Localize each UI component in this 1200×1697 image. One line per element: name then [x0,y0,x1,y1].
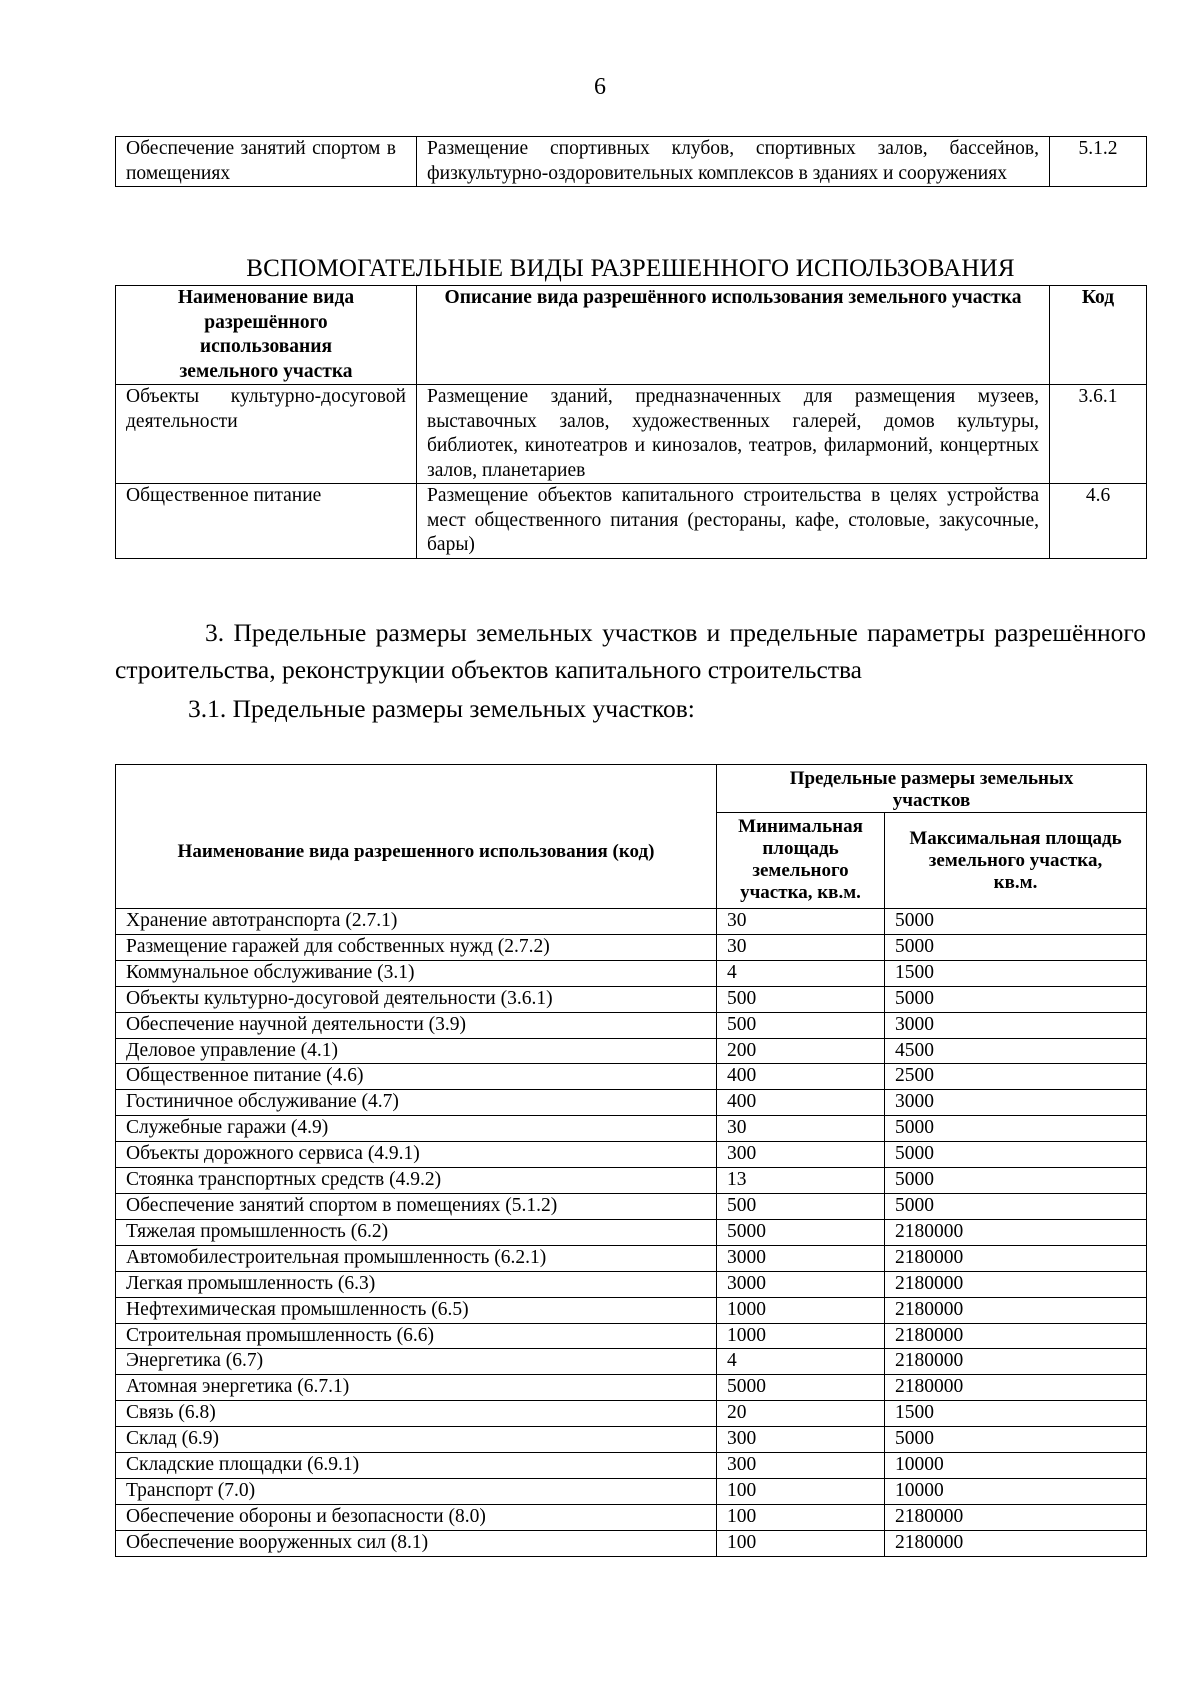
header-name: Наименование вида разрешённого использования земельного участка [116,286,417,385]
limits-table-body [116,909,1147,1557]
min-area-cell: 400 [717,1090,885,1116]
use-name-cell: Гостиничное обслуживание (4.7) [116,1090,717,1116]
max-area-cell: 2180000 [885,1219,1147,1245]
table-row [116,1453,1147,1479]
max-area-cell: 2180000 [885,1349,1147,1375]
header-use-name: Наименование вида разрешенного использования (код) [116,765,717,909]
table-row [116,1323,1147,1349]
max-area-cell: 1500 [885,960,1147,986]
table-row [116,960,1147,986]
header-min-area: Минимальная площадь земельного участка, кв.м. [717,813,885,909]
use-name-cell: Транспорт (7.0) [116,1478,717,1504]
min-area-cell: 500 [717,986,885,1012]
table-row [116,1168,1147,1194]
max-area-cell: 2500 [885,1064,1147,1090]
use-code-cell: 3.6.1 [1050,385,1147,484]
table-row [116,1090,1147,1116]
use-name-cell [116,137,417,187]
use-name-cell: Общественное питание [116,484,417,559]
use-name-cell: Объекты культурно-досуговой деятельности [116,385,417,484]
table-row [116,986,1147,1012]
table-row [116,1012,1147,1038]
table-row [116,1064,1147,1090]
use-name-cell: Объекты дорожного сервиса (4.9.1) [116,1142,717,1168]
land-plot-limits-table [115,764,1147,1557]
max-area-cell: 2180000 [885,1297,1147,1323]
max-area-cell: 2180000 [885,1245,1147,1271]
min-area-cell: 500 [717,1193,885,1219]
table-header-row [116,286,1147,385]
header-code: Код [1050,286,1147,385]
table-row [116,1401,1147,1427]
use-name-cell: Строительная промышленность (6.6) [116,1323,717,1349]
min-area-cell: 100 [717,1478,885,1504]
table-header-row [116,765,1147,813]
use-name-cell: Легкая промышленность (6.3) [116,1271,717,1297]
max-area-cell: 5000 [885,986,1147,1012]
max-area-cell: 5000 [885,909,1147,935]
min-area-cell: 100 [717,1504,885,1530]
max-area-cell: 5000 [885,1168,1147,1194]
min-area-cell: 1000 [717,1323,885,1349]
use-name-cell: Стоянка транспортных средств (4.9.2) [116,1168,717,1194]
min-area-cell: 300 [717,1142,885,1168]
use-description-cell: Размещение спортивных клубов, спортивных залов, бассейнов, физкультурно-оздоровительных комплексов в зданиях и сооружениях [417,137,1050,187]
use-name-cell: Энергетика (6.7) [116,1349,717,1375]
table-row [116,137,1147,187]
min-area-cell: 4 [717,1349,885,1375]
table-row [116,1245,1147,1271]
use-name-cell: Служебные гаражи (4.9) [116,1116,717,1142]
table-row [116,385,1147,484]
use-description-cell: Размещение зданий, предназначенных для размещения музеев, выставочных залов, художественных галерей, домов культуры, библиотек, кинотеатров и кинозалов, театров, филармоний, концертных залов, планетариев [417,385,1050,484]
use-code-cell: 5.1.2 [1050,137,1147,187]
section-3-heading: 3. Предельные размеры земельных участков и предельные параметры разрешённого строительства, реконструкции объектов капитального строительства [115,618,1146,684]
use-name-cell: Обеспечение научной деятельности (3.9) [116,1012,717,1038]
max-area-cell: 4500 [885,1038,1147,1064]
table-row [116,484,1147,559]
use-name-cell: Обеспечение занятий спортом в помещениях (5.1.2) [116,1193,717,1219]
use-name-cell: Складские площадки (6.9.1) [116,1453,717,1479]
min-area-cell: 30 [717,934,885,960]
auxiliary-uses-title: ВСПОМОГАТЕЛЬНЫЕ ВИДЫ РАЗРЕШЕННОГО ИСПОЛЬЗОВАНИЯ [246,255,1015,282]
max-area-cell: 5000 [885,1116,1147,1142]
use-code-cell: 4.6 [1050,484,1147,559]
min-area-cell: 3000 [717,1271,885,1297]
use-name-cell: Обеспечение вооруженных сил (8.1) [116,1530,717,1556]
use-name-cell: Общественное питание (4.6) [116,1064,717,1090]
use-name-cell: Хранение автотранспорта (2.7.1) [116,909,717,935]
max-area-cell: 2180000 [885,1530,1147,1556]
min-area-cell: 500 [717,1012,885,1038]
max-area-cell: 2180000 [885,1504,1147,1530]
table-row [116,1504,1147,1530]
min-area-cell: 30 [717,1116,885,1142]
table-row [116,1478,1147,1504]
use-name-cell: Размещение гаражей для собственных нужд (2.7.2) [116,934,717,960]
min-area-cell: 400 [717,1064,885,1090]
table-row [116,1271,1147,1297]
use-name-cell: Тяжелая промышленность (6.2) [116,1219,717,1245]
use-name-cell: Объекты культурно-досуговой деятельности (3.6.1) [116,986,717,1012]
max-area-cell: 10000 [885,1478,1147,1504]
use-name-cell: Автомобилестроительная промышленность (6.2.1) [116,1245,717,1271]
table-row [116,909,1147,935]
max-area-cell: 10000 [885,1453,1147,1479]
table-row [116,1349,1147,1375]
max-area-cell: 2180000 [885,1271,1147,1297]
header-max-area: Максимальная площадь земельного участка, кв.м. [885,813,1147,909]
min-area-cell: 5000 [717,1375,885,1401]
table-row [116,1375,1147,1401]
min-area-cell: 300 [717,1453,885,1479]
use-description-cell: Размещение объектов капитального строительства в целях устройства мест общественного питания (рестораны, кафе, столовые, закусочные, бары) [417,484,1050,559]
max-area-cell: 5000 [885,1142,1147,1168]
min-area-cell: 5000 [717,1219,885,1245]
table-row [116,1142,1147,1168]
use-name-cell: Атомная энергетика (6.7.1) [116,1375,717,1401]
table-row [116,1193,1147,1219]
table-row [116,1530,1147,1556]
header-limits-group: Предельные размеры земельных участков [717,765,1147,813]
min-area-cell: 100 [717,1530,885,1556]
max-area-cell: 5000 [885,1427,1147,1453]
max-area-cell: 2180000 [885,1323,1147,1349]
use-name-cell: Деловое управление (4.1) [116,1038,717,1064]
auxiliary-uses-table [115,285,1147,559]
max-area-cell: 2180000 [885,1375,1147,1401]
use-name-cell: Коммунальное обслуживание (3.1) [116,960,717,986]
use-name-cell: Обеспечение обороны и безопасности (8.0) [116,1504,717,1530]
table-row [116,1427,1147,1453]
use-name: Обеспечение занятий спортом в помещениях [126,138,396,184]
use-name-cell: Нефтехимическая промышленность (6.5) [116,1297,717,1323]
min-area-cell: 3000 [717,1245,885,1271]
table-row [116,1297,1147,1323]
max-area-cell: 1500 [885,1401,1147,1427]
table-row [116,1219,1147,1245]
table-row [116,1116,1147,1142]
min-area-cell: 200 [717,1038,885,1064]
use-name-cell: Склад (6.9) [116,1427,717,1453]
min-area-cell: 1000 [717,1297,885,1323]
min-area-cell: 13 [717,1168,885,1194]
page-number: 6 [594,74,606,100]
header-description: Описание вида разрешённого использования земельного участка [417,286,1050,385]
main-use-table-continuation [115,136,1147,187]
use-name-cell: Связь (6.8) [116,1401,717,1427]
max-area-cell: 5000 [885,1193,1147,1219]
table-row [116,934,1147,960]
min-area-cell: 300 [717,1427,885,1453]
min-area-cell: 20 [717,1401,885,1427]
max-area-cell: 3000 [885,1090,1147,1116]
table-row [116,1038,1147,1064]
max-area-cell: 5000 [885,934,1147,960]
section-3-1-heading: 3.1. Предельные размеры земельных участков: [188,694,695,723]
min-area-cell: 30 [717,909,885,935]
min-area-cell: 4 [717,960,885,986]
max-area-cell: 3000 [885,1012,1147,1038]
